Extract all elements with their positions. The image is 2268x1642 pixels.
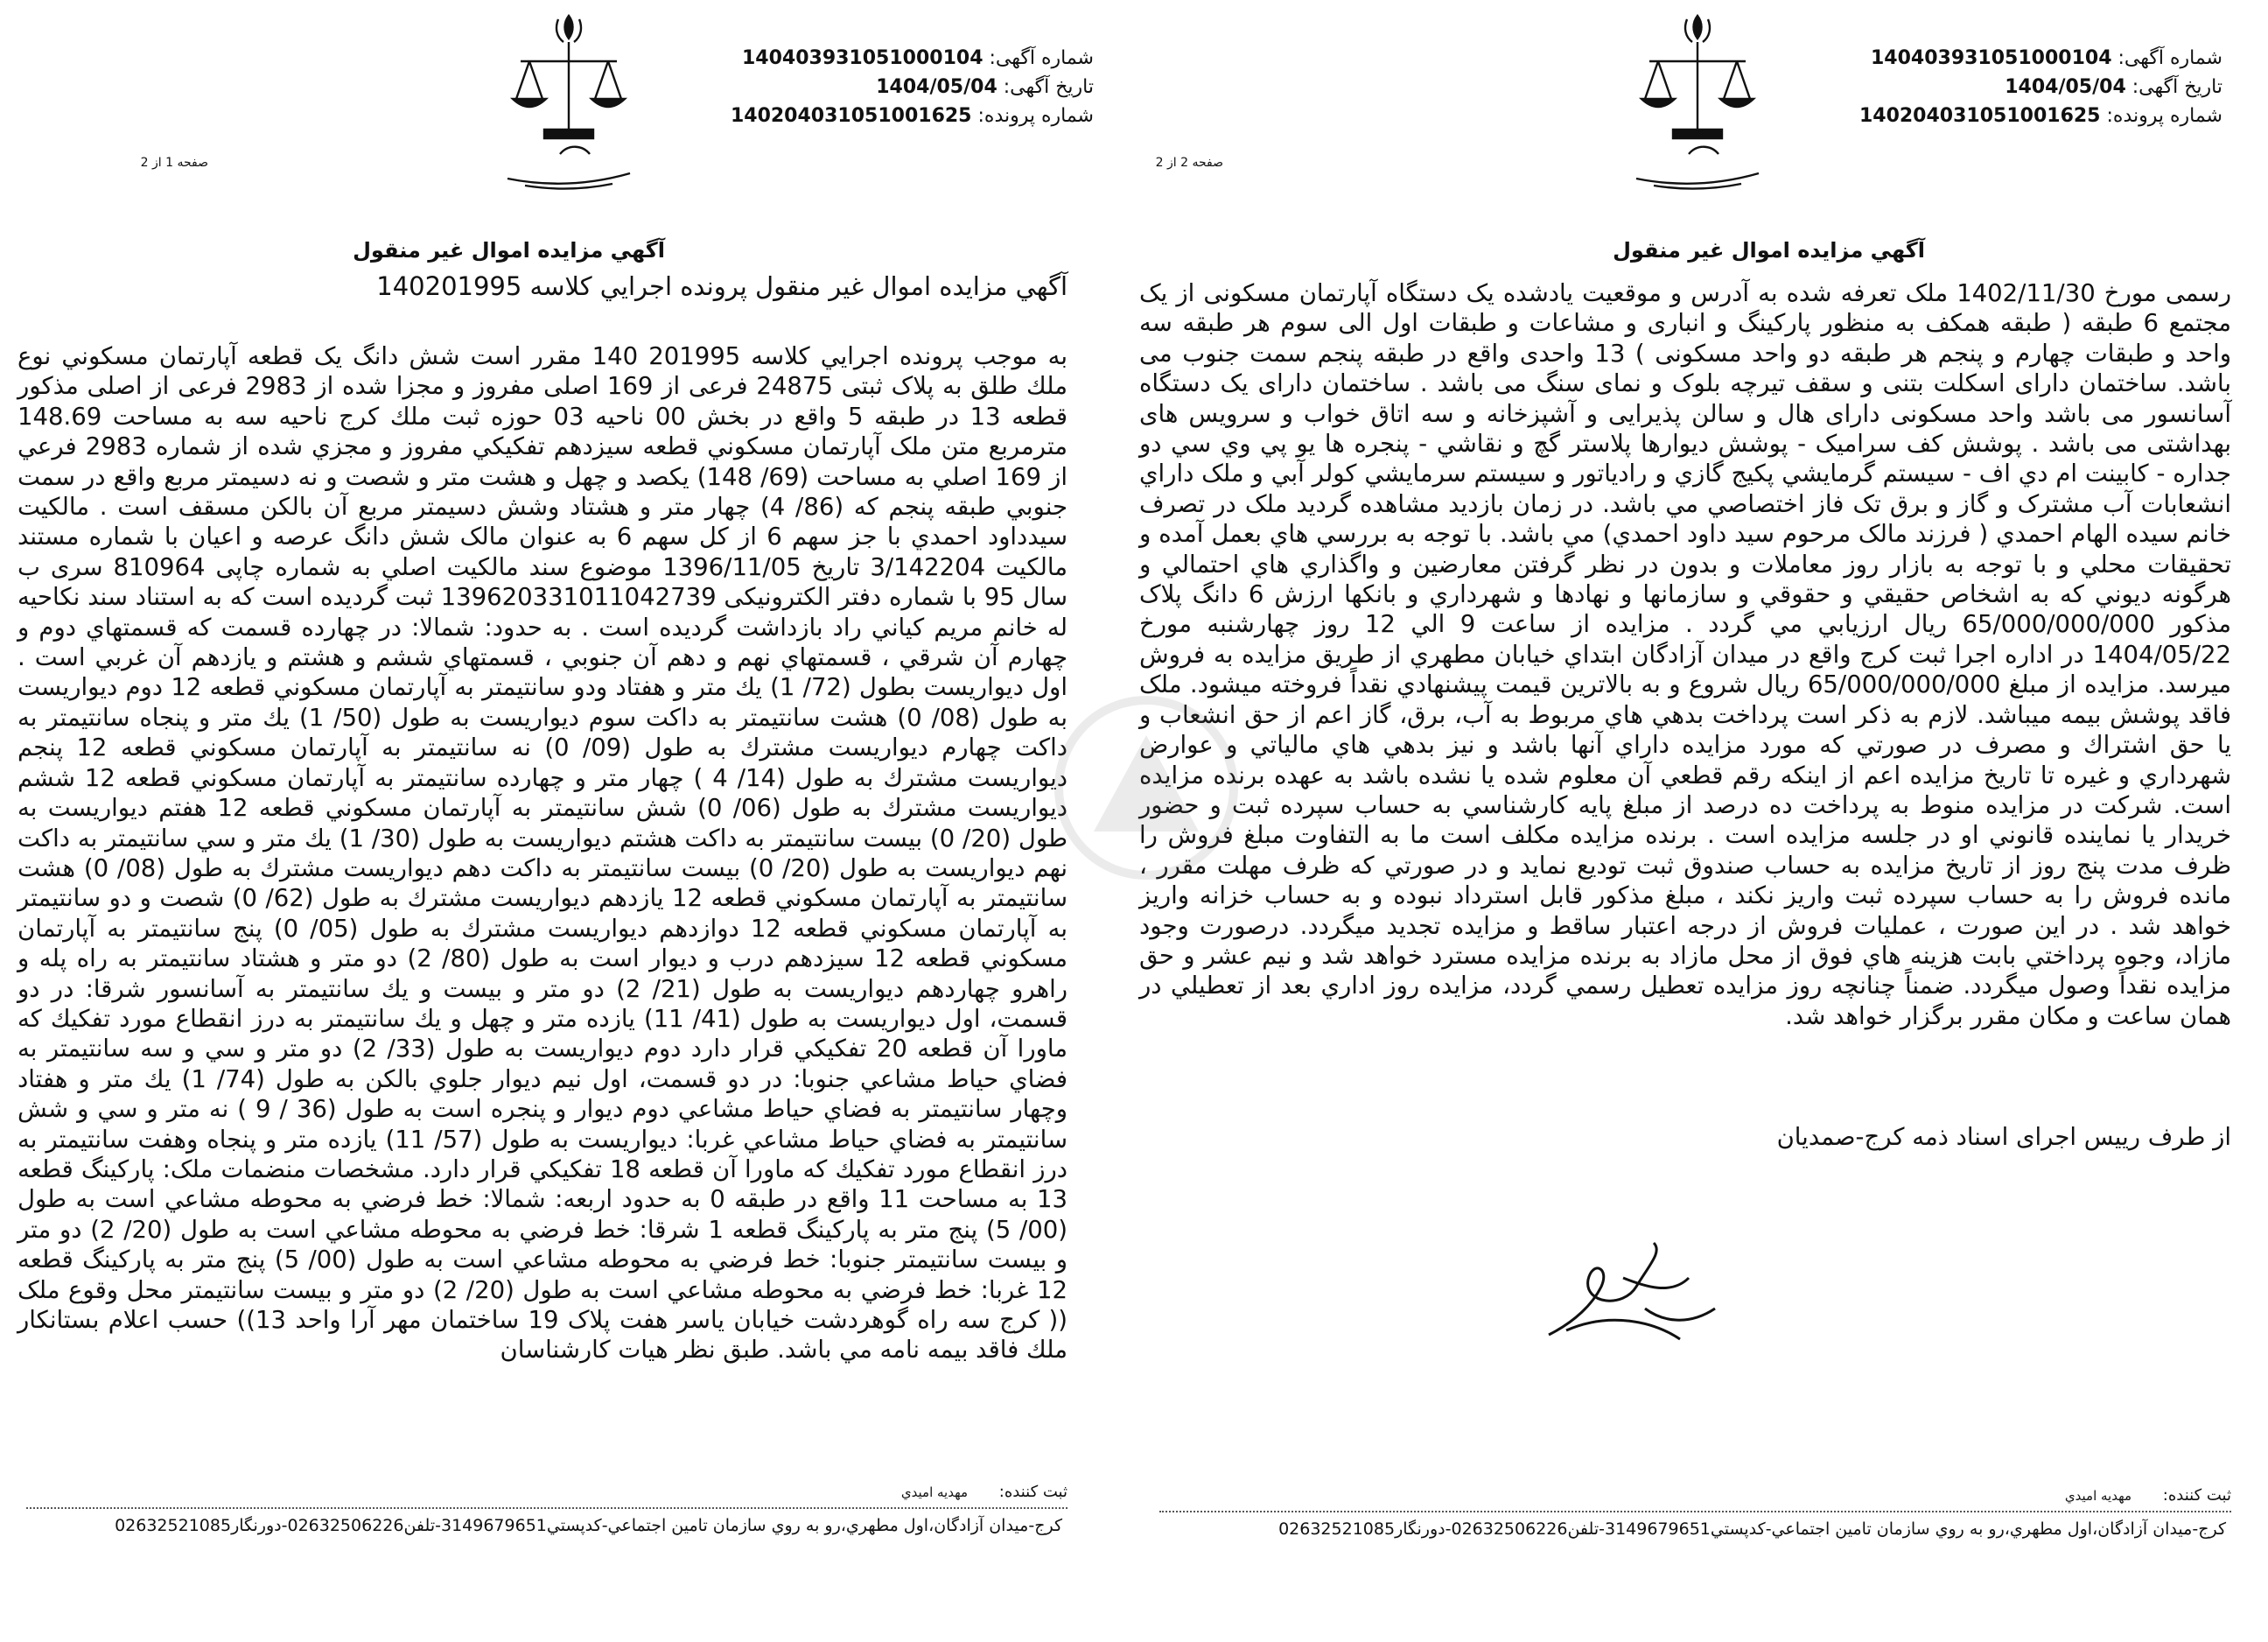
page-one <box>0 0 1129 1642</box>
notice-header <box>1820 44 2222 130</box>
file-number-row: شماره پرونده: 140204031051001625 <box>1858 105 2222 127</box>
judiciary-emblem-icon <box>490 7 648 195</box>
notice-date-row: تاریخ آگهی: 1404/05/04 <box>876 76 1094 98</box>
notice-title: آگهي مزايده اموال غير منقول <box>1613 238 1925 263</box>
file-number-row: شماره پرونده: 140204031051001625 <box>730 105 1094 127</box>
page-number: صفحه 2 از 2 <box>1155 156 1223 170</box>
registrar: ثبت کننده: مهديه اميدي <box>900 1483 1068 1501</box>
notice-subtitle: آگهي مزايده اموال غير منقول پرونده اجرايي كلاسه 140201995 <box>376 271 1068 301</box>
notice-number: 140403931051000104 <box>741 47 984 69</box>
notice-number-row: شماره آگهی: 140403931051000104 <box>1870 47 2222 69</box>
registrar: ثبت کننده: مهديه اميدي <box>2064 1486 2231 1505</box>
registrar-name: مهديه اميدي <box>900 1484 969 1500</box>
footer-divider <box>1159 1511 2231 1512</box>
file-number: 140204031051001625 <box>730 105 972 127</box>
notice-number-row: شماره آگهی: 140403931051000104 <box>741 47 1094 69</box>
file-number: 140204031051001625 <box>1858 105 2101 127</box>
notice-header <box>691 44 1094 130</box>
notice-title: آگهي مزايده اموال غير منقول <box>353 238 665 263</box>
footer-divider <box>26 1507 1068 1509</box>
notice-date: 1404/05/04 <box>876 76 998 98</box>
registrar-name: مهديه اميدي <box>2064 1488 2132 1504</box>
notice-body: رسمی مورخ 1402/11/30 ملک تعرفه شده به آدرس و موقعیت یادشده یک دستگاه آپارتمان مسکونی از یک مجتمع 6 طبقه ( طبقه همکف به منظور پارکینگ و انباری و مشاعات و طبقات اول الی سوم هر طبقه سه واحد و طبقات چهارم و پنجم هر طبقه دو واحد مسکونی ) 13 واحدی واقع در طبقه پنجم سمت جنوب می باشد. ساختمان دارای اسکلت بتنی و سقف تیرچه بلوک و نمای سنگ می باشد . ساختمان دارای یک دستگاه آسانسور می باشد واحد مسکونی دارای هال و سالن پذیرایی و آشپزخانه و سه اتاق خواب و سرویس های بهداشتی می باشد . پوشش كف سراميک - پوشش ديوارها پلاستر گچ و نقاشي - پنجره ها يو پي وي سي دو جداره - كابينت ام دي اف - سيستم گرمايشي پكيج گازي و رادياتور و سيستم سرمايشي كولر آبي و ملک داراي انشعابات آب مشترک و گاز و برق تک فاز اختصاصي مي باشد. در زمان بازديد مشاهده گرديد ملک در تصرف خانم سيده الهام احمدي ( فرزند مالک مرحوم سيد داود احمدي) مي باشد. با توجه به بررسي هاي بعمل آمده و تحقيقات محلي و با توجه به بازار روز معاملات و بدون در نظر گرفتن معارضين و واگذاري هاي احتمالي و هرگونه ديوني كه به اشخاص حقيقي و حقوقي و سازمانها و نهادها و شهرداري و بانكها ارزش 6 دانگ پلاک مذكور 65/000/000/000 ريال ارزيابي مي گردد . مزايده از ساعت 9 الي 12 روز چهارشنبه مورخ 1404/05/22 در اداره اجرا ثبت كرج واقع در ميدان آزادگان ابتداي خيابان مطهري از طريق مزايده به فروش ميرسد. مزايده از مبلغ 65/000/000/000 ريال شروع و به بالاترين قيمت پيشنهادي نقداً فروخته ميشود. ملک فاقد پوشش بيمه ميباشد. لازم به ذكر است پرداخت بدهي هاي مربوط به آب، برق، گاز اعم از حق انشعاب و يا حق اشتراك و مصرف در صورتي كه مورد مزايده داراي آنها باشد و نيز بدهي هاي مالياتي و عوارض شهرداري و غيره تا تاريخ مزايده اعم از اينكه رقم قطعي آن معلوم شده يا نشده باشد به عهده برنده مزايده است. شركت در مزايده منوط به پرداخت ده درصد از مبلغ پايه كارشناسي به حساب سپرده ثبت و حضور خريدار يا نماينده قانوني او در جلسه مزايده است . برنده مزايده مكلف است ما به التفاوت مبلغ فروش را ظرف مدت پنج روز از تاريخ مزايده به حساب صندوق ثبت توديع نمايد و در صورتي كه ظرف مهلت مقرر ، مانده فروش را به حساب سپرده ثبت واريز نكند ، مبلغ مذكور قابل استرداد نبوده و به حساب خزانه واريز خواهد شد . در اين صورت ، عمليات فروش از درجه اعتبار ساقط و مزايده تجديد ميگردد. درصورت وجود مازاد، وجوه پرداختي بابت هزينه هاي فوق از محل مازاد به برنده مزايده مسترد خواهد شد و نيم عشر و حق مزايده نقداً وصول ميگردد. ضمناً چنانچه روز مزايده تعطيل رسمي گردد، مزايده روز اداري بعد از تعطيلي در همان ساعت و مكان مقرر برگزار خواهد شد. <box>1139 279 2232 1030</box>
notice-date: 1404/05/04 <box>2005 76 2126 98</box>
notice-date-row: تاریخ آگهی: 1404/05/04 <box>2005 76 2222 98</box>
notice-body: به موجب پرونده اجرايي كلاسه 201995 140 مقرر است شش دانگ یک قطعه آپارتمان مسکوني نوع ملك طلق به پلاک ثبتی 24875 فرعی از 169 اصلی مفروز و مجزا شده از 2983 فرعی از اصلی مذکور قطعه 13 در طبقه 5 واقع در بخش 00 ناحیه 03 حوزه ثبت ملك كرج ناحيه سه به مساحت 148.69 مترمربع متن ملک آپارتمان مسكوني قطعه سيزدهم تفكيكي مفروز و مجزي شده از شماره 2983 فرعي از 169 اصلي به مساحت (69/ 148) يكصد و چهل و هشت متر و شصت و نه دسيمتر مربع واقع در سمت جنوبي طبقه پنجم كه (86/ 4) چهار متر و هشتاد وشش دسيمتر مربع آن بالكن مسقف است . مالكيت سيدداود احمدي با جز سهم 6 از کل سهم 6 به عنوان مالک شش دانگ عرصه و اعيان با شماره مستند مالکيت 3/142204 تاريخ 1396/11/05 موضوع سند مالکيت اصلي به شماره چاپی 810964 سری ب سال 95 با شماره دفتر الکترونیکی 139620331011042739 ثبت گرديده است كه به استناد سند نكاحيه له خانم مريم كياني راد بازداشت گرديده است . به حدود: شمالا: در چهارده قسمت كه قسمتهاي دوم و چهارم آن شرقي ، قسمتهاي نهم و دهم آن جنوبي ، قسمتهاي ششم و هشتم و يازدهم آن غربي است . اول ديواريست بطول (72/ 1) يك متر و هفتاد ودو سانتيمتر به آپارتمان مسكوني قطعه 12 دوم ديواريست به طول (08/ 0) هشت سانتيمتر به داكت سوم ديواريست به طول (50/ 1) يك متر و پنجاه سانتيمتر به داكت چهارم ديواريست مشترك به طول (09/ 0) نه سانتيمتر به آپارتمان مسكوني قطعه 12 پنجم ديواريست مشترك به طول (14/ 4 ) چهار متر و چهارده سانتيمتر به آپارتمان مسكوني قطعه 12 ششم ديواريست مشترك به طول (06/ 0) شش سانتيمتر به آپارتمان مسكوني قطعه 12 هفتم ديواريست به طول (20/ 0) بيست سانتيمتر به داكت هشتم ديواريست به طول (30/ 1) يك متر و سي سانتيمتر به داكت نهم ديواريست به طول (20/ 0) بيست سانتيمتر به داكت دهم ديواريست مشترك به طول (08/ 0) هشت سانتيمتر به آپارتمان مسكوني قطعه 12 يازدهم ديواريست مشترك به طول (62/ 0) شصت و دو سانتيمتر به آپارتمان مسكوني قطعه 12 دوازدهم ديواريست مشترك به طول (05/ 0) پنج سانتيمتر به آپارتمان مسكوني قطعه 12 سيزدهم درب و ديوار است به طول (80/ 2) دو متر و هشتاد سانتيمتر به راه پله و راهرو چهاردهم ديواريست به طول (21/ 2) دو متر و بيست و يك سانتيمتر به آسانسور شرقا: در دو قسمت، اول ديواريست به طول (41/ 11) يازده متر و چهل و يك سانتيمتر به درز انقطاع مورد تفكيك كه ماورا آن قطعه 20 تفكيكي قرار دارد دوم ديواريست به طول (33/ 2) دو متر و سي و سه سانتيمتر به فضاي حياط مشاعي جنوبا: در دو قسمت، اول نيم ديوار جلوي بالكن به طول (74/ 1) يك متر و هفتاد وچهار سانتيمتر به فضاي حياط مشاعي دوم ديوار و پنجره است به طول (36 / 9 ) نه متر و سي و شش سانتيمتر به فضاي حياط مشاعي غربا: ديواريست به طول (57/ 11) يازده متر و پنجاه وهفت سانتيمتر به درز انقطاع مورد تفكيك كه ماورا آن قطعه 18 تفكيكي قرار دارد. مشخصات منضمات ملک: پاركينگ قطعه 13 به مساحت 11 واقع در طبقه 0 به حدود اربعه: شمالا: خط فرضي به محوطه مشاعي است به طول (00/ 5) پنج متر به پاركينگ قطعه 1 شرقا: خط فرضي به محوطه مشاعي است به طول (20/ 2) دو متر و بيست سانتيمتر جنوبا: خط فرضي به محوطه مشاعي است به طول (00/ 5) پنج متر به پاركينگ قطعه 12 غربا: خط فرضي به محوطه مشاعي است به طول (20/ 2) دو متر و بيست سانتيمتر محل وقوع ملک (( کرج سه راه گوهردشت خيابان ياسر هفت پلاک 19 ساختمان مهر آرا واحد 13)) حسب اعلام بستانكار ملك فاقد بيمه نامه مي باشد. طبق نظر هيات كارشناسان <box>18 342 1068 1365</box>
judiciary-emblem-icon <box>1619 7 1776 195</box>
notice-number: 140403931051000104 <box>1870 47 2112 69</box>
page-two <box>1129 0 2258 1642</box>
office-address: كرج-ميدان آزادگان،اول مطهري،رو به روي سازمان تامين اجتماعي-كدپستي3149679651-تلفن02632506226-دورنگار02632521085 <box>1278 1519 2226 1539</box>
page-number: صفحه 1 از 2 <box>140 156 208 170</box>
signature <box>1540 1225 1724 1348</box>
office-address: كرج-ميدان آزادگان،اول مطهري،رو به روي سازمان تامين اجتماعي-كدپستي3149679651-تلفن02632506226-دورنگار02632521085 <box>115 1516 1062 1535</box>
watermark-logo-icon <box>1015 683 1278 910</box>
closing-line: از طرف رییس اجرای اسناد ذمه کرج-صمديان <box>1776 1123 2231 1151</box>
